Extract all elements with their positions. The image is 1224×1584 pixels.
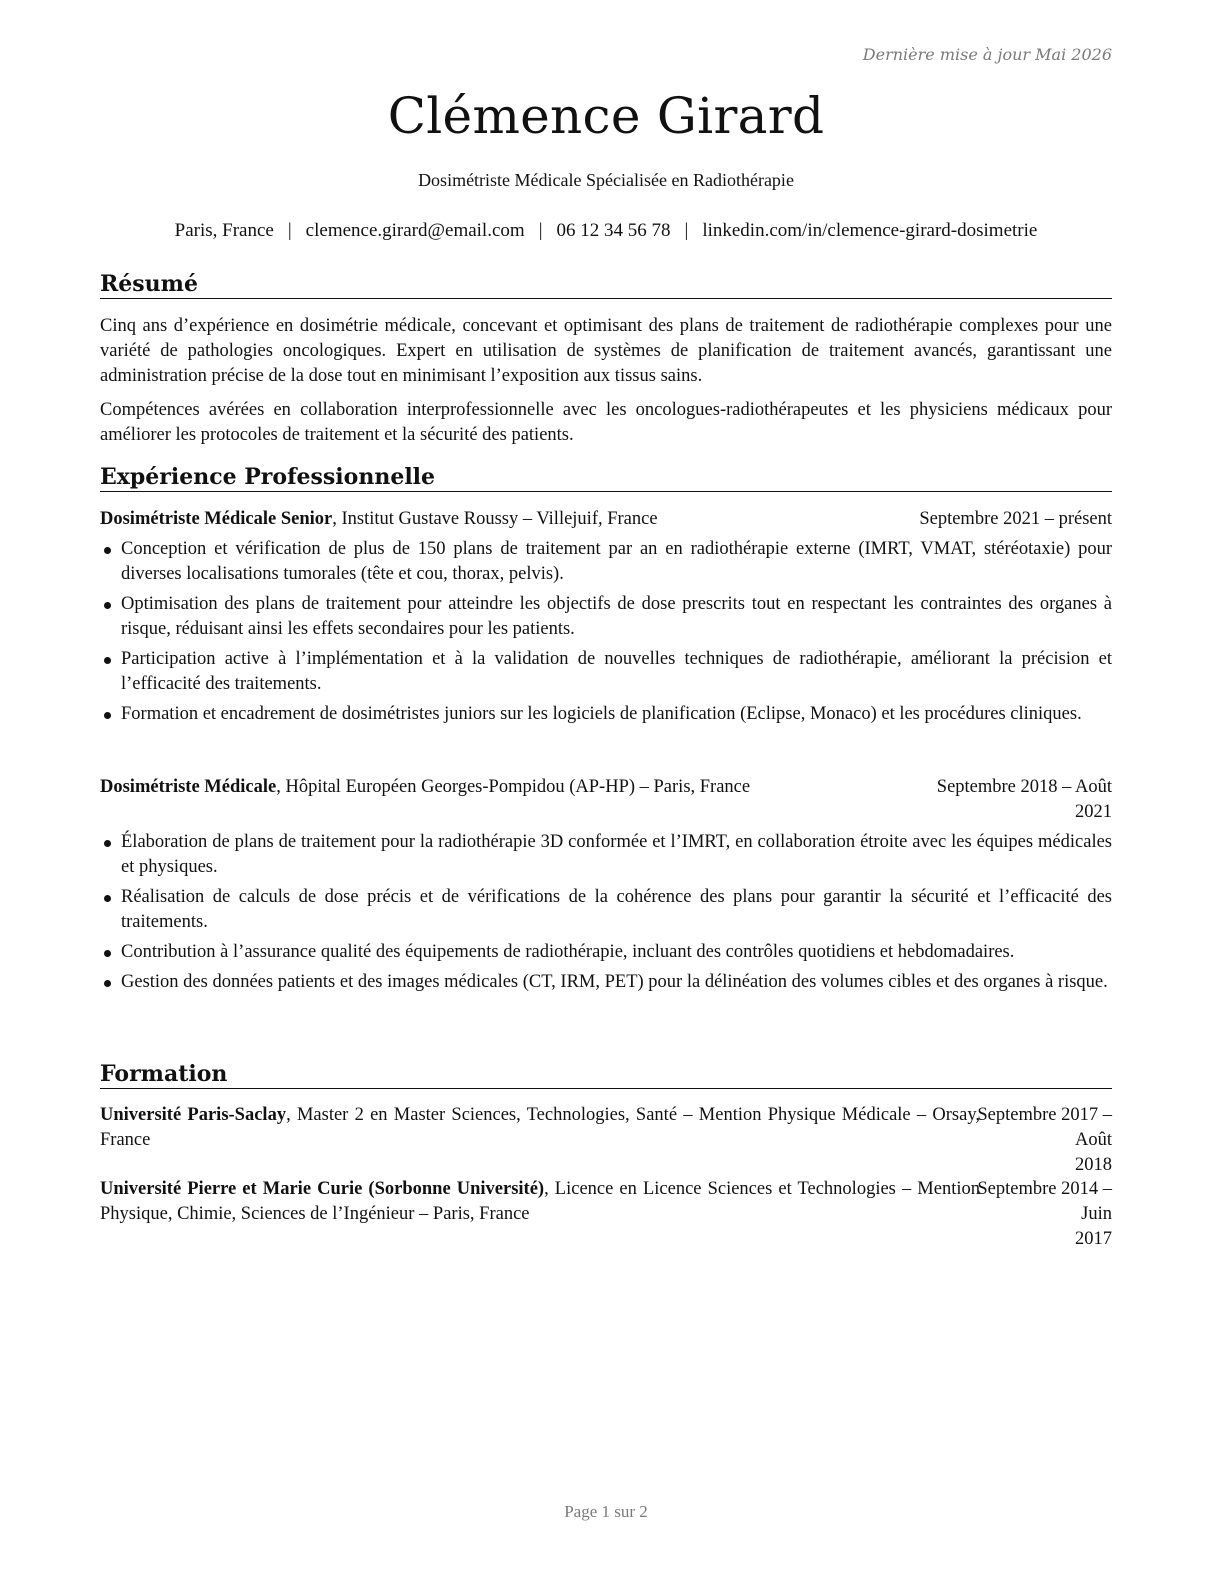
section-title-education: Formation	[100, 1060, 1112, 1089]
bullet-icon	[104, 547, 111, 554]
candidate-title: Dosimétriste Médicale Spécialisée en Radiothérapie	[418, 170, 794, 190]
bullet-icon	[104, 980, 111, 987]
contact-phone[interactable]: 06 12 34 56 78	[556, 220, 671, 241]
bullet-icon	[104, 657, 111, 664]
job-dates-line: Septembre 2018 – Août	[936, 777, 1112, 797]
education-dates-line: 2018	[1075, 1155, 1112, 1175]
job-dates: Septembre 2021 – présent	[919, 509, 1112, 529]
job-bullet-list	[100, 830, 1112, 1000]
education-entry	[100, 1103, 1112, 1175]
contact-separator: |	[287, 220, 292, 241]
job-header	[100, 775, 1112, 825]
job-dates-line: 2021	[1075, 802, 1112, 822]
section-title-experience: Expérience Professionnelle	[100, 463, 1112, 492]
contact-line	[100, 219, 1112, 243]
bullet-text: Formation et encadrement de dosimétristes juniors sur les logiciels de planification (Eclipse, Monaco) et les procédures cliniques.	[121, 704, 1082, 724]
list-item	[100, 885, 1112, 935]
contact-separator: |	[684, 220, 689, 241]
list-item	[100, 647, 1112, 697]
list-item	[100, 830, 1112, 880]
education-school: Université Pierre et Marie Curie (Sorbonne Université)	[100, 1179, 545, 1199]
job-title-line	[100, 507, 658, 532]
bullet-icon	[104, 895, 111, 902]
contact-separator: |	[538, 220, 543, 241]
education-dates-line: 2017	[1075, 1229, 1112, 1249]
bullet-icon	[104, 840, 111, 847]
job-header	[100, 507, 1112, 532]
list-item	[100, 702, 1112, 727]
bullet-text: Optimisation des plans de traitement pour atteindre les objectifs de dose prescrits tout en respectant les contraintes des organes à risque, réduisant ainsi les effets secondaires pour les patients.	[121, 594, 1112, 639]
job-employer: , Institut Gustave Roussy – Villejuif, France	[332, 509, 658, 529]
list-item	[100, 940, 1112, 965]
contact-email[interactable]: clemence.girard@email.com	[305, 220, 525, 241]
contact-linkedin[interactable]: linkedin.com/in/clemence-girard-dosimetrie	[702, 220, 1038, 241]
education-dates-line: Septembre 2014 – Juin	[977, 1179, 1112, 1224]
resume-page	[100, 0, 1112, 1584]
job-bullet-list	[100, 537, 1112, 732]
bullet-text: Contribution à l’assurance qualité des équipements de radiothérapie, incluant des contrôles quotidiens et hebdomadaires.	[121, 942, 1015, 962]
education-dates	[972, 1177, 1112, 1252]
bullet-icon	[104, 712, 111, 719]
candidate-name: Clémence Girard	[387, 87, 825, 145]
bullet-text: Réalisation de calculs de dose précis et de vérifications de la cohérence des plans pour garantir la sécurité et l’efficacité des traitements.	[121, 887, 1112, 932]
bullet-icon	[104, 950, 111, 957]
education-text	[100, 1177, 980, 1227]
summary-paragraph: Cinq ans d’expérience en dosimétrie médicale, concevant et optimisant des plans de traitement de radiothérapie complexes pour une variété de pathologies oncologiques. Expert en utilisation de systèmes de planification de traitement avancés, garantissant une administration précise de la dose tout en minimisant l’exposition aux tissus sains.	[100, 316, 1112, 386]
list-item	[100, 537, 1112, 587]
job-employer: , Hôpital Européen Georges-Pompidou (AP-HP) – Paris, France	[276, 777, 751, 797]
education-degree: , Licence en Licence Sciences et Technologies – Mention Physique, Chimie, Sciences de l’Ingénieur – Paris, France	[100, 1179, 980, 1224]
education-school: Université Paris-Saclay	[100, 1105, 287, 1125]
bullet-text: Conception et vérification de plus de 150 plans de traitement par an en radiothérapie externe (IMRT, VMAT, stéréotaxie) pour diverses localisations tumorales (tête et cou, thorax, pelvis).	[121, 539, 1112, 584]
job-title-line	[100, 775, 750, 800]
education-degree: , Master 2 en Master Sciences, Technologies, Santé – Mention Physique Médicale – Orsay, France	[100, 1105, 980, 1150]
job-role: Dosimétriste Médicale Senior	[100, 509, 333, 529]
education-dates	[972, 1103, 1112, 1178]
page-number: Page 1 sur 2	[564, 1502, 648, 1521]
summary-paragraph: Compétences avérées en collaboration interprofessionnelle avec les oncologues-radiothérapeutes et les physiciens médicaux pour améliorer les protocoles de traitement et la sécurité des patients.	[100, 400, 1112, 445]
list-item	[100, 970, 1112, 995]
job-role: Dosimétriste Médicale	[100, 777, 277, 797]
section-title-summary: Résumé	[100, 270, 1112, 299]
bullet-text: Élaboration de plans de traitement pour la radiothérapie 3D conformée et l’IMRT, en collaboration étroite avec les équipes médicales et physiques.	[121, 832, 1112, 877]
list-item	[100, 592, 1112, 642]
last-updated-note: Dernière mise à jour Mai 2026	[862, 45, 1112, 64]
contact-location: Paris, France	[174, 220, 274, 241]
education-text	[100, 1103, 980, 1153]
education-entry	[100, 1177, 1112, 1249]
education-dates-line: Septembre 2017 – Août	[977, 1105, 1112, 1150]
bullet-icon	[104, 602, 111, 609]
job-dates	[937, 775, 1112, 825]
bullet-text: Participation active à l’implémentation et à la validation de nouvelles techniques de radiothérapie, améliorant la précision et l’efficacité des traitements.	[121, 649, 1112, 694]
bullet-text: Gestion des données patients et des images médicales (CT, IRM, PET) pour la délinéation des volumes cibles et des organes à risque.	[121, 972, 1108, 992]
